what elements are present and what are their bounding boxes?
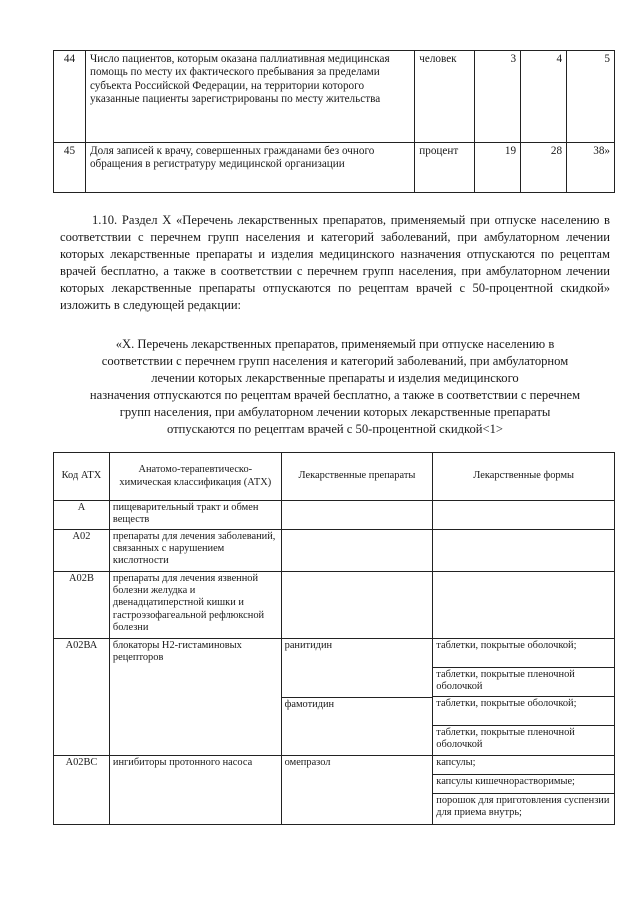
drug-form — [433, 501, 615, 530]
drug-name — [281, 501, 433, 530]
amendment-paragraph: 1.10. Раздел X «Перечень лекарственных препаратов, применяемый при отпуске населению в соответствии с перечнем групп населения и категорий заболеваний, при амбулаторном лечении которых лекарственные препараты и изделия медицинского назначения отпускаются по рецептам врачей бесплатно, а также в соответствии с перечнем групп населения, при амбулаторном лечении которых лекарственные препараты отпускаются по рецептам врачей с 50-процентной скидкой» изложить в следующей редакции: — [60, 213, 610, 312]
drug-form: таблетки, покрытые оболочкой; — [433, 639, 614, 668]
atc-code: А02ВС — [54, 756, 110, 825]
table-row — [54, 639, 615, 756]
drug-name: ранитидин — [282, 639, 433, 698]
drug-form — [433, 572, 615, 639]
indicator-unit: процент — [415, 143, 475, 193]
indicator-unit: человек — [415, 51, 475, 143]
drug-list — [281, 639, 433, 756]
row-number: 45 — [54, 143, 86, 193]
table-row — [54, 572, 615, 639]
indicator-value: 5 — [567, 51, 615, 143]
header-classification: Анатомо-терапевтическо-химическая классификация (АТХ) — [109, 453, 281, 501]
indicator-value: 4 — [521, 51, 567, 143]
row-number: 44 — [54, 51, 86, 143]
heading-line: назначения отпускаются по рецептам врачей бесплатно, а также в соответствии с перечнем — [89, 388, 581, 402]
header-drugs: Лекарственные препараты — [281, 453, 433, 501]
table-row — [54, 51, 615, 143]
heading-line: лечении которых лекарственные препараты и изделия медицинского — [151, 371, 519, 385]
table-row — [54, 501, 615, 530]
drug-name — [281, 530, 433, 572]
atc-class: ингибиторы протонного насоса — [109, 756, 281, 825]
drug-form: капсулы; — [433, 756, 614, 775]
atc-code: А02 — [54, 530, 110, 572]
atc-class: блокаторы Н2-гистаминовых рецепторов — [109, 639, 281, 756]
atc-code: А02ВА — [54, 639, 110, 756]
heading-line: отпускаются по рецептам врачей с 50-процентной скидкой<1> — [166, 422, 504, 436]
drug-form: таблетки, покрытые оболочкой; — [433, 697, 614, 726]
table-row — [54, 143, 615, 193]
drug-form: таблетки, покрытые пленочной оболочкой — [433, 668, 614, 697]
drug-name: фамотидин — [284, 699, 335, 710]
indicator-value: 3 — [475, 51, 521, 143]
heading-line: групп населения, при амбулаторном лечении которых лекарственные препараты — [119, 405, 551, 419]
table-row — [54, 756, 615, 825]
table-header-row — [54, 453, 615, 501]
drug-name — [281, 572, 433, 639]
table-row — [54, 530, 615, 572]
heading-line: соответствии с перечнем групп населения и категорий заболеваний, при амбулаторном — [101, 354, 569, 368]
atc-code: А02В — [54, 572, 110, 639]
indicator-value: 38» — [567, 143, 615, 193]
indicator-name: Доля записей к врачу, совершенных гражданами без очного обращения в регистратуру медицинской организации — [85, 143, 414, 193]
heading-line: «X. Перечень лекарственных препаратов, применяемый при отпуске населению в — [115, 337, 555, 351]
drug-list-table — [53, 452, 615, 825]
drug-form — [433, 530, 615, 572]
drug-form: порошок для приготовления суспензии для приема внутрь; — [436, 795, 610, 819]
drug-name: омепразол — [281, 756, 433, 825]
drug-form: капсулы кишечнорастворимые; — [433, 775, 614, 794]
atc-code: А — [54, 501, 110, 530]
indicator-value: 28 — [521, 143, 567, 193]
atc-class: препараты для лечения заболеваний, связанных с нарушением кислотности — [109, 530, 281, 572]
indicator-table — [53, 50, 615, 193]
header-forms: Лекарственные формы — [433, 453, 615, 501]
header-code: Код АТХ — [54, 453, 110, 501]
drug-forms — [433, 639, 615, 756]
indicator-value: 19 — [475, 143, 521, 193]
drug-forms — [433, 756, 615, 825]
indicator-name: Число пациентов, которым оказана паллиативная медицинская помощь по месту их фактического пребывания за пределами субъекта Российской Федерации, на территории которого указанные пациенты зарегистрированы по месту жительства — [85, 51, 414, 143]
atc-class: препараты для лечения язвенной болезни желудка и двенадцатиперстной кишки и гастроэзофагеальной рефлюксной болезни — [109, 572, 281, 639]
atc-class: пищеварительный тракт и обмен веществ — [109, 501, 281, 530]
drug-form: таблетки, покрытые пленочной оболочкой — [436, 727, 575, 751]
